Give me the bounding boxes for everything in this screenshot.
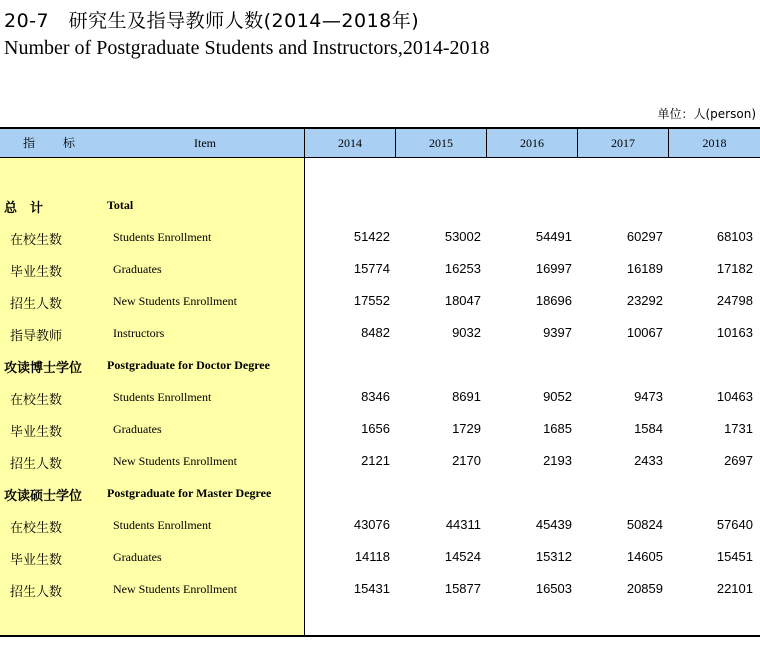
row-label-cn: 毕业生数	[10, 425, 63, 440]
row-label-cn: 在校生数	[10, 233, 63, 248]
cell-value-2014: 14118	[354, 549, 390, 564]
cell-value-2014: 8346	[361, 389, 390, 404]
cell-value-2014: 15431	[353, 581, 390, 596]
cell-value-2016: 54491	[535, 229, 572, 244]
cell-value-2017: 10067	[626, 325, 663, 340]
table-row	[0, 542, 760, 574]
cell-value-2014: 2121	[361, 453, 390, 468]
data-table	[0, 127, 760, 637]
cell-value-2018: 10463	[716, 389, 753, 404]
row-label-cn: 招生人数	[10, 585, 63, 600]
table-header	[0, 127, 760, 158]
cell-value-2018: 22101	[716, 581, 753, 596]
cell-value-2015: 9032	[452, 325, 481, 340]
table-row	[0, 414, 760, 446]
cell-value-2018: 57640	[716, 517, 753, 532]
cell-value-2018: 15451	[716, 549, 753, 564]
cell-value-2017: 23292	[626, 293, 663, 308]
row-label-cn: 攻读博士学位	[4, 361, 83, 376]
table-row	[0, 254, 760, 286]
table-row	[0, 318, 760, 350]
row-label-cn: 招生人数	[10, 457, 63, 472]
cell-value-2015: 1729	[452, 421, 481, 436]
cell-value-2018: 24798	[716, 293, 753, 308]
header-year-2017: 2017	[611, 136, 635, 150]
cell-value-2017: 60297	[626, 229, 663, 244]
cell-value-2017: 9473	[634, 389, 663, 404]
cell-value-2016: 1685	[543, 421, 572, 436]
cell-value-2016: 18696	[535, 293, 572, 308]
table-row	[0, 446, 760, 478]
header-year-2018: 2018	[702, 136, 727, 150]
row-label-cn: 招生人数	[10, 297, 63, 312]
header-year-2016: 2016	[520, 136, 544, 150]
row-label-en: New Students Enrollment	[113, 294, 237, 308]
cell-value-2017: 2433	[634, 453, 663, 468]
row-label-cn: 攻读硕士学位	[4, 489, 83, 504]
row-label-en: Students Enrollment	[113, 390, 212, 404]
row-label-en: New Students Enrollment	[113, 454, 237, 468]
cell-value-2015: 16253	[444, 261, 481, 276]
header-item: Item	[194, 136, 216, 150]
row-label-en: Graduates	[113, 262, 162, 276]
row-label-en: Total	[107, 198, 134, 212]
cell-value-2016: 9052	[543, 389, 572, 404]
cell-value-2017: 20859	[626, 581, 663, 596]
cell-value-2017: 16189	[626, 261, 663, 276]
page-title-cn: 20-7 研究生及指导教师人数(2014—2018年)	[4, 10, 420, 32]
row-label-cn: 指导教师	[10, 329, 63, 344]
cell-value-2016: 16997	[535, 261, 572, 276]
cell-value-2018: 10163	[716, 325, 753, 340]
cell-value-2018: 17182	[716, 261, 753, 276]
cell-value-2015: 14524	[444, 549, 481, 564]
header-year-2015: 2015	[429, 136, 453, 150]
cell-value-2018: 1731	[724, 421, 753, 436]
table-group-row	[0, 478, 760, 510]
page-title-en: Number of Postgraduate Students and Instructors,2014-2018	[4, 37, 490, 59]
cell-value-2015: 53002	[444, 229, 481, 244]
table-row	[0, 510, 760, 542]
row-label-en: Students Enrollment	[113, 230, 212, 244]
cell-value-2014: 51422	[353, 229, 390, 244]
row-label-en: Instructors	[113, 326, 165, 340]
header-year-2014: 2014	[338, 136, 362, 150]
cell-value-2017: 1584	[634, 421, 663, 436]
row-label-cn: 毕业生数	[10, 553, 63, 568]
table-row	[0, 574, 760, 606]
cell-value-2016: 9397	[543, 325, 572, 340]
row-label-en: Postgraduate for Master Degree	[107, 486, 272, 500]
unit-label: 单位：人(person)	[657, 107, 756, 121]
row-label-cn: 总 计	[4, 201, 44, 216]
row-label-en: Postgraduate for Doctor Degree	[107, 358, 270, 372]
row-label-en: Students Enrollment	[113, 518, 212, 532]
cell-value-2014: 1656	[361, 421, 390, 436]
cell-value-2014: 43076	[353, 517, 390, 532]
row-label-en: Graduates	[113, 550, 162, 564]
row-label-en: Graduates	[113, 422, 162, 436]
cell-value-2014: 17552	[353, 293, 390, 308]
cell-value-2017: 50824	[626, 517, 663, 532]
table-bottom-rule	[0, 635, 760, 637]
table-row	[0, 222, 760, 254]
header-indicator: 指 标	[22, 136, 83, 150]
cell-value-2015: 8691	[452, 389, 481, 404]
cell-value-2016: 2193	[543, 453, 572, 468]
table-row	[0, 286, 760, 318]
table-group-row	[0, 190, 760, 222]
cell-value-2016: 16503	[535, 581, 572, 596]
row-label-cn: 在校生数	[10, 521, 63, 536]
row-label-en: New Students Enrollment	[113, 582, 237, 596]
cell-value-2015: 18047	[444, 293, 481, 308]
cell-value-2017: 14605	[626, 549, 663, 564]
cell-value-2018: 68103	[716, 229, 753, 244]
table-group-row	[0, 350, 760, 382]
row-label-cn: 在校生数	[10, 393, 63, 408]
cell-value-2015: 44311	[445, 517, 481, 532]
cell-value-2015: 15877	[444, 581, 481, 596]
cell-value-2014: 15774	[353, 261, 390, 276]
cell-value-2018: 2697	[724, 453, 753, 468]
cell-value-2014: 8482	[361, 325, 390, 340]
cell-value-2016: 15312	[535, 549, 572, 564]
cell-value-2016: 45439	[535, 517, 572, 532]
row-label-cn: 毕业生数	[10, 265, 63, 280]
table-row	[0, 382, 760, 414]
cell-value-2015: 2170	[452, 453, 481, 468]
